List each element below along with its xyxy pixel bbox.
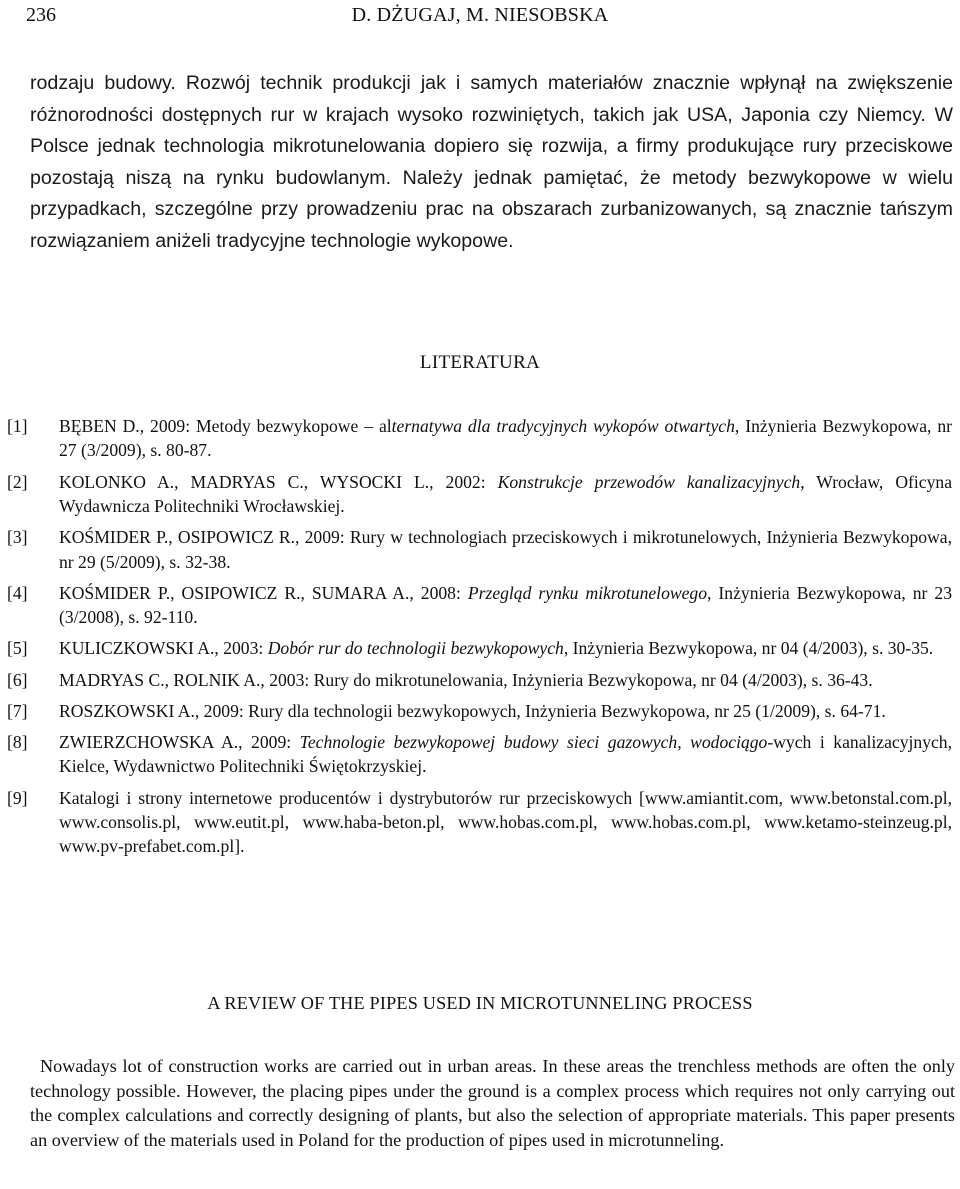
reference-text: , 2009: Rury w technologiach przeciskowych i mikrotunelowych, Inżynieria Bezwykopowa, nr 29 (5/2009), s. 32-38. <box>59 527 952 572</box>
literature-heading: LITERATURA <box>419 352 541 373</box>
reference-authors: KULICZKOWSKI A. <box>59 638 215 659</box>
reference-source: , Inżynieria Bezwykopowa, nr 23 (3/2008), s. 92-110. <box>59 582 952 628</box>
reference-source: , Wrocław, Oficyna Wydawnicza Politechniki Wrocławskiej. <box>59 471 953 517</box>
reference-source: , Inżynieria Bezwykopowa, nr 27 (3/2009), s. 80-87. <box>59 416 952 461</box>
reference-item <box>0 636 960 660</box>
reference-item <box>0 525 960 574</box>
reference-text: , 2009: <box>238 732 300 753</box>
intro-paragraph: rodzaju budowy. Rozwój technik produkcji jak i samych materiałów znacznie wpłynął na zwiększenie różnorodności dostępnych rur w krajach wysoko rozwiniętych, takich jak USA, Japonia czy Niemcy. W Polsce jednak technologia mikrotunelowania dopiero się rozwija, a firmy produkujące rury przeciskowe pozostają niszą na rynku budowlanym. Należy jednak pamiętać, że metody bezwykopowe w wielu przypadkach, szczególne przy prowadzeniu prac na obszarach zurbanizowanych, są znacznie tańszym rozwiązaniem aniżeli tradycyjne technologie wykopowe. <box>30 72 953 252</box>
reference-number: [3] <box>7 527 28 548</box>
reference-title: Technologie bezwykopowej budowy sieci gazowych, wodociągo- <box>299 732 774 753</box>
reference-number: [6] <box>7 669 28 690</box>
reference-text: , 2003: <box>214 638 268 659</box>
reference-text: , 2008: <box>409 582 468 603</box>
reference-source: wych i kanalizacyjnych, Kielce, Wydawnictwo Politechniki Świętokrzyskiej. <box>59 732 953 777</box>
reference-number: [9] <box>7 787 28 808</box>
abstract-title: A REVIEW OF THE PIPES USED IN MICROTUNNELING PROCESS <box>207 993 753 1013</box>
reference-authors: KOLONKO A., MADRYAS C., WYSOCKI L. <box>59 471 430 492</box>
reference-title: Dobór rur do technologii bezwykopowych <box>267 638 564 659</box>
reference-item <box>0 699 960 723</box>
reference-authors: KOŚMIDER P., OSIPOWICZ R. <box>59 527 296 548</box>
reference-authors: KOŚMIDER P., OSIPOWICZ R., SUMARA A. <box>59 582 410 603</box>
reference-authors: MADRYAS C., ROLNIK A. <box>59 669 261 690</box>
reference-text: , 2009: Metody bezwykopowe – al <box>139 416 392 436</box>
reference-text: , 2003: Rury do mikrotunelowania, Inżynieria Bezwykopowa, nr 04 (4/2003), s. 36-43. <box>260 669 873 690</box>
reference-authors: ZWIERZCHOWSKA A. <box>59 732 239 753</box>
reference-text: Katalogi i strony internetowe producentów i dystrybutorów rur przeciskowych [www.amiantit.com, www.betonstal.com.pl, www.consolis.pl, www.eutit.pl, www.haba-beton.pl, www.hobas.com.pl, www.hobas.com.pl, www.ketamo-steinzeug.pl, www.pv-prefabet.com.pl]. <box>59 787 952 857</box>
abstract-text: Nowadays lot of construction works are carried out in urban areas. In these areas the trenchless methods are often the only technology possible. However, the placing pipes under the ground is a complex process which requires not only carrying out the complex calculations and correctly designing of plants, but also the selection of appropriate materials. This paper presents an overview of the materials used in Poland for the production of pipes used in microtunneling. <box>30 1056 955 1150</box>
reference-list <box>0 414 960 866</box>
running-header <box>26 4 934 30</box>
reference-number: [7] <box>7 700 28 721</box>
reference-text: , 2002: <box>429 471 498 492</box>
reference-number: [8] <box>7 732 28 753</box>
reference-item <box>0 786 960 859</box>
reference-source: , Inżynieria Bezwykopowa, nr 04 (4/2003), s. 30-35. <box>563 638 934 659</box>
reference-title: Przegląd rynku mikrotunelowego <box>467 582 708 603</box>
page-number: 236 <box>26 4 56 26</box>
reference-number: [1] <box>7 416 28 436</box>
reference-item <box>0 668 960 692</box>
running-header-authors: D. DŻUGAJ, M. NIESOBSKA <box>351 4 609 26</box>
reference-number: [5] <box>7 638 28 659</box>
reference-item <box>0 414 960 463</box>
reference-item <box>0 730 960 779</box>
reference-item <box>0 581 960 630</box>
reference-number: [4] <box>7 582 28 603</box>
reference-item <box>0 470 960 519</box>
reference-text: , 2009: Rury dla technologii bezwykopowych, Inżynieria Bezwykopowa, nr 25 (1/2009), s. 64-71. <box>194 700 886 721</box>
reference-authors: BĘBEN D. <box>59 416 140 436</box>
reference-number: [2] <box>7 471 28 492</box>
reference-title: ternatywa dla tradycyjnych wykopów otwartych <box>391 416 735 436</box>
reference-title: Konstrukcje przewodów kanalizacyjnych <box>497 471 801 492</box>
reference-authors: ROSZKOWSKI A. <box>59 700 195 721</box>
